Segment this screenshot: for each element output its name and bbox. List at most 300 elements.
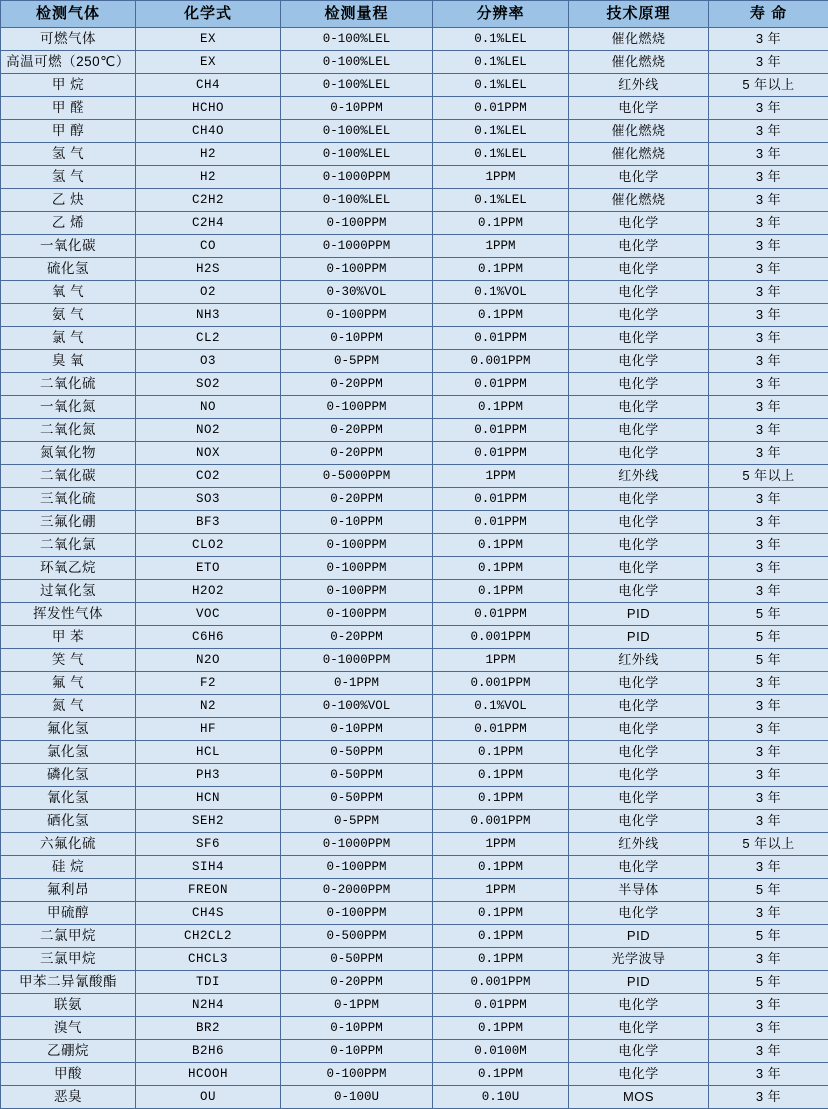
cell-gas: 氧 气 [1, 281, 136, 304]
cell-technology: 电化学 [569, 396, 709, 419]
cell-gas: 乙 炔 [1, 189, 136, 212]
cell-technology: 电化学 [569, 166, 709, 189]
cell-formula: O3 [136, 350, 281, 373]
cell-technology: 电化学 [569, 534, 709, 557]
cell-gas: 甲 醇 [1, 120, 136, 143]
cell-formula: CH4O [136, 120, 281, 143]
cell-lifetime: 3 年 [709, 97, 828, 120]
cell-lifetime: 3 年 [709, 1063, 828, 1086]
cell-resolution: 0.1%LEL [433, 189, 569, 212]
cell-resolution: 0.1PPM [433, 787, 569, 810]
cell-lifetime: 3 年 [709, 718, 828, 741]
cell-lifetime: 3 年 [709, 1017, 828, 1040]
cell-lifetime: 3 年 [709, 764, 828, 787]
column-header-formula: 化学式 [136, 1, 281, 28]
cell-gas: 三氧化硫 [1, 488, 136, 511]
cell-technology: MOS [569, 1086, 709, 1109]
cell-technology: 电化学 [569, 419, 709, 442]
cell-resolution: 0.001PPM [433, 810, 569, 833]
cell-resolution: 0.1PPM [433, 948, 569, 971]
cell-resolution: 0.1%LEL [433, 143, 569, 166]
cell-gas: 二氧化碳 [1, 465, 136, 488]
cell-resolution: 0.1PPM [433, 396, 569, 419]
cell-lifetime: 3 年 [709, 1040, 828, 1063]
table-row [1, 833, 828, 856]
cell-gas: 氟利昂 [1, 879, 136, 902]
cell-range: 0-100%LEL [281, 189, 433, 212]
cell-formula: SO3 [136, 488, 281, 511]
table-row [1, 971, 828, 994]
cell-lifetime: 5 年 [709, 626, 828, 649]
table-row [1, 304, 828, 327]
cell-lifetime: 5 年 [709, 971, 828, 994]
table-row [1, 166, 828, 189]
cell-lifetime: 3 年 [709, 120, 828, 143]
table-row [1, 97, 828, 120]
cell-formula: NH3 [136, 304, 281, 327]
cell-gas: 三氟化硼 [1, 511, 136, 534]
cell-gas: 甲苯二异氰酸酯 [1, 971, 136, 994]
cell-resolution: 0.1%LEL [433, 28, 569, 51]
cell-range: 0-100U [281, 1086, 433, 1109]
cell-lifetime: 3 年 [709, 741, 828, 764]
cell-range: 0-10PPM [281, 718, 433, 741]
cell-technology: 电化学 [569, 235, 709, 258]
table-row [1, 580, 828, 603]
cell-formula: CO [136, 235, 281, 258]
table-row [1, 1086, 828, 1109]
cell-technology: 红外线 [569, 74, 709, 97]
cell-range: 0-10PPM [281, 97, 433, 120]
cell-gas: 可燃气体 [1, 28, 136, 51]
cell-formula: O2 [136, 281, 281, 304]
cell-lifetime: 3 年 [709, 994, 828, 1017]
cell-resolution: 0.01PPM [433, 442, 569, 465]
cell-gas: 乙 烯 [1, 212, 136, 235]
cell-formula: CL2 [136, 327, 281, 350]
cell-gas: 氢 气 [1, 143, 136, 166]
cell-formula: HCN [136, 787, 281, 810]
cell-range: 0-20PPM [281, 488, 433, 511]
cell-gas: 磷化氢 [1, 764, 136, 787]
table-row [1, 695, 828, 718]
cell-formula: N2O [136, 649, 281, 672]
cell-formula: C2H4 [136, 212, 281, 235]
cell-lifetime: 3 年 [709, 281, 828, 304]
cell-range: 0-1000PPM [281, 235, 433, 258]
cell-resolution: 0.1PPM [433, 258, 569, 281]
table-row [1, 925, 828, 948]
cell-gas: 笑 气 [1, 649, 136, 672]
cell-lifetime: 5 年 [709, 649, 828, 672]
cell-lifetime: 3 年 [709, 258, 828, 281]
cell-formula: SO2 [136, 373, 281, 396]
cell-technology: 催化燃烧 [569, 120, 709, 143]
cell-formula: EX [136, 28, 281, 51]
column-header-lifetime: 寿 命 [709, 1, 828, 28]
table-row [1, 1017, 828, 1040]
cell-range: 0-20PPM [281, 442, 433, 465]
cell-range: 0-50PPM [281, 741, 433, 764]
table-row [1, 649, 828, 672]
column-header-resolution: 分辨率 [433, 1, 569, 28]
cell-technology: 电化学 [569, 488, 709, 511]
cell-range: 0-1PPM [281, 994, 433, 1017]
cell-lifetime: 3 年 [709, 442, 828, 465]
cell-formula: FREON [136, 879, 281, 902]
cell-formula: CHCL3 [136, 948, 281, 971]
cell-resolution: 0.01PPM [433, 511, 569, 534]
cell-technology: 电化学 [569, 672, 709, 695]
cell-gas: 臭 氧 [1, 350, 136, 373]
cell-formula: C6H6 [136, 626, 281, 649]
column-header-technology: 技术原理 [569, 1, 709, 28]
cell-range: 0-5PPM [281, 810, 433, 833]
cell-technology: PID [569, 971, 709, 994]
table-header [1, 1, 828, 28]
cell-lifetime: 3 年 [709, 166, 828, 189]
cell-resolution: 0.01PPM [433, 419, 569, 442]
cell-resolution: 0.01PPM [433, 603, 569, 626]
cell-resolution: 0.1PPM [433, 902, 569, 925]
cell-formula: VOC [136, 603, 281, 626]
cell-resolution: 0.1PPM [433, 557, 569, 580]
table-header-row [1, 1, 828, 28]
cell-range: 0-100PPM [281, 396, 433, 419]
cell-technology: 电化学 [569, 281, 709, 304]
table-row [1, 350, 828, 373]
cell-resolution: 0.1PPM [433, 925, 569, 948]
cell-resolution: 0.1PPM [433, 764, 569, 787]
cell-resolution: 0.1PPM [433, 1063, 569, 1086]
cell-resolution: 0.1%LEL [433, 51, 569, 74]
table-row [1, 764, 828, 787]
cell-gas: 氯化氢 [1, 741, 136, 764]
cell-resolution: 0.01PPM [433, 373, 569, 396]
cell-gas: 氮氧化物 [1, 442, 136, 465]
cell-technology: 电化学 [569, 902, 709, 925]
cell-formula: C2H2 [136, 189, 281, 212]
table-row [1, 212, 828, 235]
cell-resolution: 0.1%LEL [433, 120, 569, 143]
cell-range: 0-1PPM [281, 672, 433, 695]
cell-lifetime: 3 年 [709, 327, 828, 350]
table-row [1, 557, 828, 580]
cell-resolution: 0.001PPM [433, 971, 569, 994]
cell-gas: 过氧化氢 [1, 580, 136, 603]
cell-resolution: 0.1PPM [433, 580, 569, 603]
cell-gas: 二氧化氮 [1, 419, 136, 442]
column-header-gas: 检测气体 [1, 1, 136, 28]
cell-technology: PID [569, 626, 709, 649]
table-row [1, 488, 828, 511]
table-row [1, 235, 828, 258]
cell-range: 0-100%LEL [281, 51, 433, 74]
table-row [1, 902, 828, 925]
cell-formula: SF6 [136, 833, 281, 856]
cell-lifetime: 3 年 [709, 419, 828, 442]
cell-formula: NO [136, 396, 281, 419]
table-row [1, 258, 828, 281]
cell-lifetime: 3 年 [709, 235, 828, 258]
cell-gas: 高温可燃（250℃） [1, 51, 136, 74]
cell-gas: 氟化氢 [1, 718, 136, 741]
cell-lifetime: 3 年 [709, 1086, 828, 1109]
cell-resolution: 0.01PPM [433, 488, 569, 511]
cell-lifetime: 3 年 [709, 856, 828, 879]
table-row [1, 1063, 828, 1086]
cell-gas: 氮 气 [1, 695, 136, 718]
table-row [1, 419, 828, 442]
cell-gas: 甲硫醇 [1, 902, 136, 925]
cell-range: 0-100%LEL [281, 120, 433, 143]
cell-resolution: 0.1%VOL [433, 281, 569, 304]
cell-range: 0-100PPM [281, 902, 433, 925]
cell-range: 0-10PPM [281, 327, 433, 350]
cell-range: 0-100%LEL [281, 74, 433, 97]
cell-gas: 联氨 [1, 994, 136, 1017]
cell-resolution: 1PPM [433, 833, 569, 856]
cell-gas: 硫化氢 [1, 258, 136, 281]
table-row [1, 994, 828, 1017]
cell-lifetime: 3 年 [709, 580, 828, 603]
cell-gas: 恶臭 [1, 1086, 136, 1109]
cell-technology: 半导体 [569, 879, 709, 902]
cell-formula: F2 [136, 672, 281, 695]
cell-formula: N2 [136, 695, 281, 718]
cell-formula: EX [136, 51, 281, 74]
cell-technology: 电化学 [569, 557, 709, 580]
cell-resolution: 0.1%LEL [433, 74, 569, 97]
cell-technology: 电化学 [569, 580, 709, 603]
cell-formula: HCHO [136, 97, 281, 120]
cell-range: 0-1000PPM [281, 166, 433, 189]
cell-technology: 电化学 [569, 350, 709, 373]
cell-formula: TDI [136, 971, 281, 994]
cell-formula: OU [136, 1086, 281, 1109]
cell-technology: 催化燃烧 [569, 143, 709, 166]
cell-technology: 电化学 [569, 442, 709, 465]
cell-technology: 催化燃烧 [569, 189, 709, 212]
cell-range: 0-500PPM [281, 925, 433, 948]
cell-gas: 挥发性气体 [1, 603, 136, 626]
cell-range: 0-5PPM [281, 350, 433, 373]
table-row [1, 810, 828, 833]
cell-gas: 乙硼烷 [1, 1040, 136, 1063]
cell-lifetime: 3 年 [709, 396, 828, 419]
cell-technology: 电化学 [569, 97, 709, 120]
cell-resolution: 0.001PPM [433, 626, 569, 649]
table-row [1, 28, 828, 51]
cell-technology: 红外线 [569, 833, 709, 856]
cell-gas: 氨 气 [1, 304, 136, 327]
cell-resolution: 0.001PPM [433, 672, 569, 695]
cell-formula: SIH4 [136, 856, 281, 879]
cell-formula: HF [136, 718, 281, 741]
table-row [1, 511, 828, 534]
cell-lifetime: 5 年 [709, 603, 828, 626]
table-row [1, 1040, 828, 1063]
cell-technology: 电化学 [569, 810, 709, 833]
cell-lifetime: 3 年 [709, 948, 828, 971]
cell-gas: 六氟化硫 [1, 833, 136, 856]
cell-formula: H2S [136, 258, 281, 281]
cell-formula: NO2 [136, 419, 281, 442]
cell-gas: 甲酸 [1, 1063, 136, 1086]
cell-gas: 甲 烷 [1, 74, 136, 97]
table-row [1, 189, 828, 212]
cell-gas: 氯 气 [1, 327, 136, 350]
cell-range: 0-100%LEL [281, 28, 433, 51]
cell-formula: CLO2 [136, 534, 281, 557]
cell-range: 0-50PPM [281, 948, 433, 971]
cell-lifetime: 3 年 [709, 488, 828, 511]
cell-range: 0-100PPM [281, 603, 433, 626]
cell-technology: 电化学 [569, 1017, 709, 1040]
cell-lifetime: 5 年 [709, 925, 828, 948]
cell-formula: CO2 [136, 465, 281, 488]
cell-technology: 光学波导 [569, 948, 709, 971]
cell-gas: 氟 气 [1, 672, 136, 695]
cell-technology: 电化学 [569, 718, 709, 741]
cell-range: 0-50PPM [281, 764, 433, 787]
cell-gas: 硒化氢 [1, 810, 136, 833]
cell-range: 0-2000PPM [281, 879, 433, 902]
cell-technology: 电化学 [569, 373, 709, 396]
cell-lifetime: 5 年 [709, 879, 828, 902]
cell-formula: H2 [136, 166, 281, 189]
cell-technology: 电化学 [569, 304, 709, 327]
cell-lifetime: 3 年 [709, 189, 828, 212]
cell-technology: 电化学 [569, 511, 709, 534]
cell-technology: PID [569, 925, 709, 948]
cell-resolution: 0.01PPM [433, 994, 569, 1017]
cell-resolution: 0.001PPM [433, 350, 569, 373]
cell-lifetime: 3 年 [709, 373, 828, 396]
table-row [1, 143, 828, 166]
cell-resolution: 0.01PPM [433, 718, 569, 741]
cell-resolution: 0.01PPM [433, 327, 569, 350]
table-row [1, 787, 828, 810]
cell-lifetime: 3 年 [709, 511, 828, 534]
cell-formula: BR2 [136, 1017, 281, 1040]
cell-lifetime: 3 年 [709, 212, 828, 235]
column-header-range: 检测量程 [281, 1, 433, 28]
table-row [1, 51, 828, 74]
cell-lifetime: 3 年 [709, 143, 828, 166]
cell-lifetime: 3 年 [709, 28, 828, 51]
cell-range: 0-20PPM [281, 419, 433, 442]
cell-range: 0-1000PPM [281, 833, 433, 856]
table-row [1, 856, 828, 879]
table-row [1, 879, 828, 902]
cell-gas: 甲 苯 [1, 626, 136, 649]
cell-range: 0-10PPM [281, 1017, 433, 1040]
cell-formula: PH3 [136, 764, 281, 787]
cell-technology: 电化学 [569, 1063, 709, 1086]
cell-formula: H2O2 [136, 580, 281, 603]
table-row [1, 718, 828, 741]
cell-resolution: 0.1PPM [433, 1017, 569, 1040]
cell-range: 0-20PPM [281, 373, 433, 396]
cell-formula: NOX [136, 442, 281, 465]
cell-range: 0-50PPM [281, 787, 433, 810]
cell-resolution: 0.1PPM [433, 856, 569, 879]
cell-resolution: 0.1PPM [433, 304, 569, 327]
cell-technology: 电化学 [569, 994, 709, 1017]
cell-resolution: 0.1PPM [433, 534, 569, 557]
cell-gas: 硅 烷 [1, 856, 136, 879]
cell-technology: 电化学 [569, 212, 709, 235]
cell-formula: HCL [136, 741, 281, 764]
cell-formula: SEH2 [136, 810, 281, 833]
cell-range: 0-100%LEL [281, 143, 433, 166]
table-row [1, 74, 828, 97]
table-row [1, 626, 828, 649]
table-row [1, 281, 828, 304]
cell-range: 0-100PPM [281, 212, 433, 235]
cell-technology: 催化燃烧 [569, 51, 709, 74]
cell-technology: 电化学 [569, 327, 709, 350]
cell-resolution: 1PPM [433, 649, 569, 672]
cell-resolution: 0.1%VOL [433, 695, 569, 718]
cell-range: 0-20PPM [281, 626, 433, 649]
cell-resolution: 1PPM [433, 235, 569, 258]
cell-lifetime: 5 年以上 [709, 833, 828, 856]
cell-lifetime: 3 年 [709, 557, 828, 580]
cell-range: 0-5000PPM [281, 465, 433, 488]
cell-range: 0-100PPM [281, 557, 433, 580]
cell-gas: 二氧化硫 [1, 373, 136, 396]
cell-formula: HCOOH [136, 1063, 281, 1086]
cell-resolution: 0.0100M [433, 1040, 569, 1063]
cell-gas: 一氧化碳 [1, 235, 136, 258]
cell-resolution: 0.1PPM [433, 212, 569, 235]
cell-gas: 三氯甲烷 [1, 948, 136, 971]
cell-technology: 电化学 [569, 856, 709, 879]
cell-range: 0-100PPM [281, 534, 433, 557]
cell-technology: 电化学 [569, 258, 709, 281]
cell-technology: 电化学 [569, 1040, 709, 1063]
cell-range: 0-1000PPM [281, 649, 433, 672]
cell-formula: H2 [136, 143, 281, 166]
cell-formula: B2H6 [136, 1040, 281, 1063]
cell-technology: 催化燃烧 [569, 28, 709, 51]
table-row [1, 741, 828, 764]
cell-range: 0-30%VOL [281, 281, 433, 304]
table-row [1, 120, 828, 143]
cell-lifetime: 3 年 [709, 810, 828, 833]
cell-gas: 氰化氢 [1, 787, 136, 810]
cell-lifetime: 5 年以上 [709, 465, 828, 488]
cell-gas: 环氧乙烷 [1, 557, 136, 580]
table-row [1, 603, 828, 626]
cell-range: 0-10PPM [281, 511, 433, 534]
table-row [1, 465, 828, 488]
cell-lifetime: 3 年 [709, 695, 828, 718]
table-body [1, 28, 828, 1109]
cell-technology: 电化学 [569, 764, 709, 787]
cell-resolution: 0.10U [433, 1086, 569, 1109]
cell-range: 0-100PPM [281, 856, 433, 879]
cell-gas: 二氯甲烷 [1, 925, 136, 948]
cell-formula: N2H4 [136, 994, 281, 1017]
table-row [1, 672, 828, 695]
table-row [1, 948, 828, 971]
cell-formula: CH4S [136, 902, 281, 925]
cell-technology: 电化学 [569, 695, 709, 718]
cell-resolution: 1PPM [433, 166, 569, 189]
